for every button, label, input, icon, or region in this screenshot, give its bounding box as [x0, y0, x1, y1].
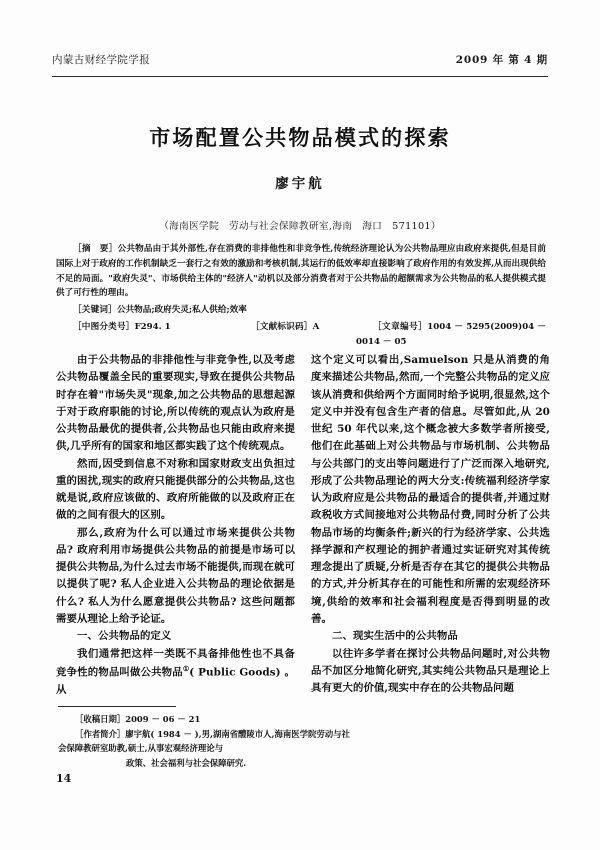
author-bio-line-continued: 政策、社会福利与社会保障研究.: [126, 758, 247, 769]
received-date-line: [58, 712, 358, 727]
keywords-text: 公共物品;政府失灵;私人供给;效率: [116, 305, 247, 316]
article-author: 廖宇航: [275, 176, 325, 192]
author-affiliation: （海南医学院 劳动与社会保障教研室,海南 海口 571101）: [159, 221, 441, 232]
frontmatter-block: [56, 242, 546, 349]
clc-field: [56, 320, 234, 350]
issue-info: 2009 年 第 4 期: [455, 54, 548, 66]
header-rule: [52, 76, 548, 77]
keywords-label: ［关键词］: [73, 305, 117, 316]
right-column: [311, 352, 550, 699]
paragraph: 由于公共物品的非排他性与非竞争性,以及考虑公共物品覆盖全民的重要现实,导致在提供公共物品时存在着"市场失灵"现象,加之公共物品的思想起源于对于政府职能的讨论,所以传统的观点认为政府是公共物品最优的提供者,公共物品也只能由政府来提供,几乎所有的国家和地区都实践了这个传统观点。: [56, 354, 295, 453]
left-column: [56, 352, 295, 699]
paragraph: 那么,政府为什么可以通过市场来提供公共物品? 政府利用市场提供公共物品的前提是市场可以提供公共物品,为什么过去市场不能提供,而现在就可以提供了呢? 私人企业进入公共物品的理论依据是什么? 私人为什么愿意提供公共物品? 这些问题都需要从理论上给予论证。: [56, 526, 295, 625]
received-date-label: ［收稿日期］: [75, 714, 126, 724]
keywords-paragraph: [56, 303, 546, 318]
section-heading-2: 二、现实生活中的公共物品: [332, 630, 458, 643]
received-date-value: 2009 － 06 － 21: [125, 714, 201, 724]
article-id-label: ［文章编号］: [373, 321, 428, 332]
author-bio-text: 廖宇航( 1984 － ),男,湖南省醴陵市人,海南医学院劳动与社会保障教研室助教,硕士,从事宏观经济理论与: [58, 728, 350, 754]
journal-name: 内蒙古财经学院学报: [52, 54, 151, 66]
paragraph: 以往许多学者在探讨公共物品问题时,对公共物品不加区分地简化研究,其实纯公共物品只是理论上具有更大的价值,现实中存在的公共物品问题: [311, 647, 550, 695]
paragraph-text: 我们通常把这样一类既不具备排他性也不具备竞争性的物品叫做公共物品: [56, 647, 295, 679]
clc-label: ［中图分类号］: [73, 321, 135, 332]
body-columns: [56, 352, 550, 699]
article-id-value: 1004 － 5295(2009)04 － 0014 － 05: [356, 321, 546, 347]
footnote-rule: [58, 706, 176, 707]
article-id-field: [356, 320, 546, 350]
paragraph-text-tail: ( Public Goods) 。从: [56, 666, 295, 696]
paragraph: 然而,因受到信息不对称和国家财政支出负担过重的困扰,现实的政府只能提供部分的公共物品,这也就是说,政府应该做的、政府所能做的以及政府正在做的之间有很大的区别。: [56, 457, 295, 522]
running-head: [52, 52, 548, 67]
article-title: 市场配置公共物品模式的探索: [149, 125, 451, 150]
abstract-label: ［摘 要］: [73, 244, 118, 254]
section-heading-1: 一、公共物品的定义: [77, 630, 172, 643]
classification-row: [56, 320, 546, 350]
doccode-label: ［文献标识码］: [251, 321, 313, 332]
paragraph: [56, 646, 295, 699]
footnote-marker: ①: [182, 663, 190, 673]
doccode-field: [234, 320, 356, 350]
doccode-value: A: [312, 321, 320, 332]
clc-value: F294. 1: [134, 321, 171, 332]
author-bio-label: ［作者简介］: [75, 728, 126, 739]
paragraph: 这个定义可以看出,Samuelson 只是从消费的角度来描述公共物品,然而,一个完整公共物品的定义应该从消费和供给两个方面同时给予说明,很显然,这个定义中并没有包含生产者的信息。尽管如此,从 20 世纪 50 年代以来,这个概念被大多数学者所接受,他们在此基础上对公共物品与市场机制、公共物品与公共部门的支出等问题进行了广泛而深入地研究,形成了公共物品理论的两大分支:传统福利经济学家认为政府应是公共物品的最适合的提供者,并通过财政税收方式间接地对公共物品付费,同时分析了公共物品市场的均衡条件;新兴的行为经济学家、公共选择学源和产权理论的拥护者通过实证研究对其传统理念提出了质疑,分析是否存在其它的提供公共物品的方式,并分析其存在的可能性和所需的宏观经济环境,供给的效率和社会福利程度是否得到明显的改善。: [311, 354, 550, 625]
abstract-paragraph: [56, 242, 546, 301]
abstract-text: 公共物品由于其外部性,存在消费的非排他性和非竞争性,传统经济理论认为公共物品理应由政府来提供,但是目前国际上对于政府的工作机制缺乏一套行之有效的激励和考核机制,其运行的低效率却直接影响了政府作用的有效发挥,从而出现供给不足的局面。"政府失灵"、市场供给主体的"经济人"动机以及部分消费者对于公共物品的超额需求为公共物品的私人提供模式提供了可行性的理由。: [56, 244, 546, 299]
page-number: 14: [56, 772, 72, 785]
footnote-block: [58, 712, 358, 771]
author-bio-line: [58, 727, 358, 756]
